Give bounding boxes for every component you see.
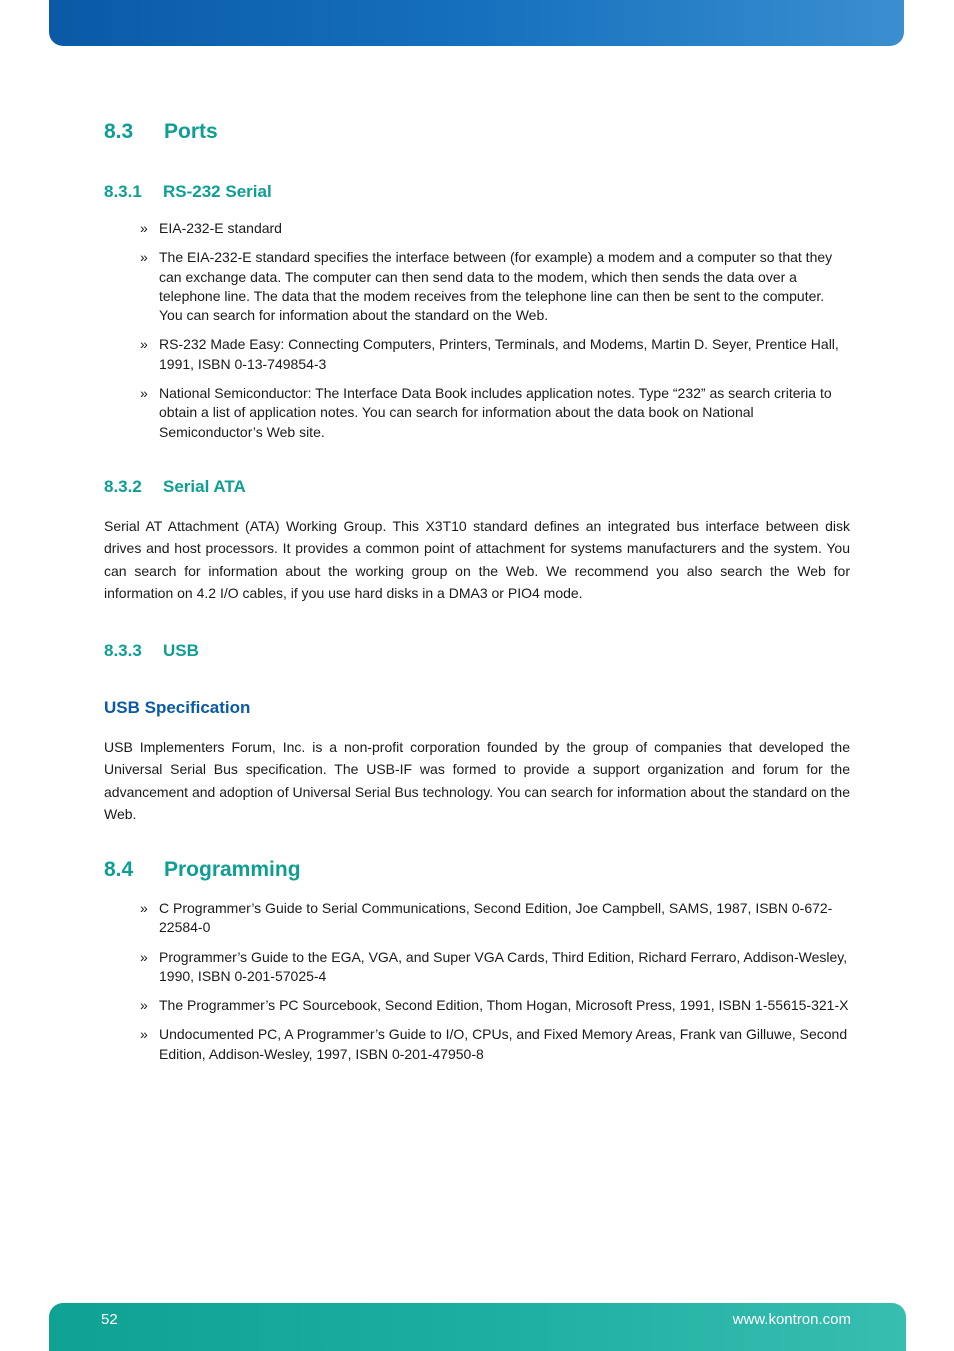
bullet-icon: »	[140, 1026, 148, 1043]
section-heading-ports	[104, 120, 218, 144]
list-item: » The EIA-232-E standard specifies the interface between (for example) a modem and a computer so that they can exchange data. The computer can then send data to the modem, which then sends the data over a telephone line. The data that the modem receives from the telephone line can then be sent to the computer. You can search for information about the standard on the Web.	[140, 249, 833, 324]
section-heading-programming	[104, 858, 301, 882]
section-title: Programming	[164, 858, 301, 881]
list-item: » Undocumented PC, A Programmer’s Guide to I/O, CPUs, and Fixed Memory Areas, Frank van Gilluwe, Second Edition, Addison-Wesley, 1997, ISBN 0-201-47950-8	[140, 1026, 848, 1062]
subsection-heading-rs232	[104, 182, 272, 202]
bullet-icon: »	[140, 997, 148, 1014]
list-item: » Programmer’s Guide to the EGA, VGA, and Super VGA Cards, Third Edition, Richard Ferraro, Addison-Wesley, 1990, ISBN 0-201-57025-4	[140, 948, 848, 984]
bullet-icon: »	[140, 900, 148, 916]
list-item: » EIA-232-E standard	[140, 219, 850, 238]
bullet-icon: »	[140, 220, 148, 236]
list-item: » C Programmer’s Guide to Serial Communications, Second Edition, Joe Campbell, SAMS, 1987, ISBN 0-672-22584-0	[140, 900, 833, 936]
subsection-heading-usb	[104, 641, 199, 661]
bullet-icon: »	[140, 385, 148, 402]
header-band	[49, 0, 904, 46]
bullet-icon: »	[140, 249, 148, 266]
subsection-title: USB	[163, 641, 199, 660]
subsection-number: 8.3.1	[104, 182, 142, 201]
section-number: 8.3	[104, 120, 134, 143]
subsection-title: RS-232 Serial	[163, 182, 272, 201]
footer-band	[49, 1303, 906, 1351]
sata-paragraph: Serial AT Attachment (ATA) Working Group. This X3T10 standard defines an integrated bus interface between disk drives and host processors. It provides a common point of attachment for systems manufacturers and the system. You can search for information about the working group on the Web. We recommend you also search the Web for information on 4.2 I/O cables, if you use hard disks in a DMA3 or PIO4 mode.	[104, 518, 850, 601]
usb-paragraph: USB Implementers Forum, Inc. is a non-profit corporation founded by the group of companies that developed the Universal Serial Bus specification. The USB-IF was formed to provide a support organization and forum for the advancement and adoption of Universal Serial Bus technology. You can search for information about the standard on the Web.	[104, 739, 850, 822]
list-item: » The Programmer’s PC Sourcebook, Second Edition, Thom Hogan, Microsoft Press, 1991, ISBN 1-55615-321-X	[140, 996, 850, 1015]
rs232-reference-list	[140, 219, 850, 452]
section-title: Ports	[164, 120, 218, 143]
list-item: » National Semiconductor: The Interface Data Book includes application notes. Type “232” as search criteria to obtain a list of application notes. You can search for information about the data book on National Semiconductor’s Web site.	[140, 385, 832, 440]
website-link[interactable]: www.kontron.com	[732, 1311, 851, 1328]
page-number: 52	[101, 1311, 118, 1328]
subsection-number: 8.3.2	[104, 477, 142, 496]
subsection-number: 8.3.3	[104, 641, 142, 660]
bullet-icon: »	[140, 948, 148, 965]
programming-reference-list	[140, 899, 850, 1074]
usb-specification-heading: USB Specification	[104, 698, 251, 717]
subsection-title: Serial ATA	[163, 477, 246, 496]
list-item: » RS-232 Made Easy: Connecting Computers, Printers, Terminals, and Modems, Martin D. Seyer, Prentice Hall, 1991, ISBN 0-13-749854-3	[140, 336, 839, 372]
subsection-heading-sata	[104, 477, 246, 497]
bullet-icon: »	[140, 336, 148, 353]
section-number: 8.4	[104, 858, 134, 881]
